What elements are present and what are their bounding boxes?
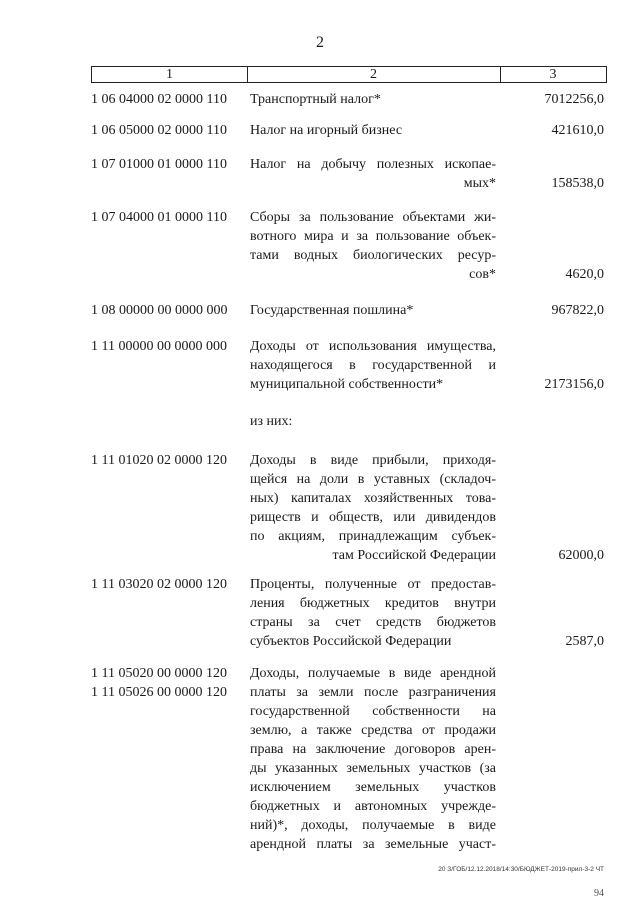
- header-col-3: 3: [549, 67, 557, 82]
- description-line: субъектов Российской Федерации: [250, 634, 452, 649]
- description-line: бюджетных и автономных учрежде-: [250, 799, 496, 814]
- budget-code: 1 11 00000 00 0000 000: [91, 339, 227, 354]
- budget-code: 1 06 04000 02 0000 110: [91, 92, 227, 107]
- row-description: [250, 664, 496, 854]
- row-description: [250, 301, 496, 320]
- description-line: Доходы в виде прибыли, приходя-: [250, 453, 496, 468]
- description-line: ды указанных земельных участков (за: [250, 761, 496, 776]
- description-line: находящегося в государственной и: [250, 358, 496, 373]
- budget-code: 1 11 03020 02 0000 120: [91, 577, 227, 592]
- description-line: Сборы за пользование объектами жи-: [250, 210, 496, 225]
- row-description: [250, 412, 496, 431]
- description-line: арендной платы за земельные участ-: [250, 837, 496, 852]
- row-description: [250, 575, 496, 651]
- description-line: землю, а также средства от продажи: [250, 723, 496, 738]
- description-line: страны за счет средств бюджетов: [250, 615, 496, 630]
- description-line: риществ и обществ, или дивидендов: [250, 510, 496, 525]
- row-description: [250, 90, 496, 109]
- amount: 158538,0: [551, 176, 604, 191]
- row-description: [250, 121, 496, 140]
- amount: 62000,0: [558, 548, 604, 563]
- description-line: Налог на добычу полезных ископае-: [250, 157, 496, 172]
- description-line: ных) капиталах хозяйственных това-: [250, 491, 496, 506]
- budget-code: 1 07 01000 01 0000 110: [91, 157, 227, 172]
- row-description: [250, 337, 496, 394]
- description-line: муниципальной собственности*: [250, 377, 444, 392]
- description-line: щейся на доли в уставных (складоч-: [250, 472, 496, 487]
- description-line: сов*: [469, 267, 496, 282]
- description-line: из них:: [250, 414, 293, 429]
- description-line: Государственная пошлина*: [250, 303, 414, 318]
- description-line: там Российской Федерации: [332, 548, 496, 563]
- description-line: мых*: [463, 176, 496, 191]
- description-line: государственной собственности на: [250, 704, 496, 719]
- budget-code: 1 08 00000 00 0000 000: [91, 303, 228, 318]
- description-line: вотного мира и за пользование объек-: [250, 229, 496, 244]
- description-line: Транспортный налог*: [250, 92, 381, 107]
- header-col-2: 2: [247, 67, 501, 82]
- row-description: [250, 208, 496, 284]
- budget-code: 1 11 05026 00 0000 120: [91, 685, 227, 700]
- description-line: Доходы, получаемые в виде арендной: [250, 666, 496, 681]
- amount: 967822,0: [551, 303, 604, 318]
- description-line: тами водных биологических ресур-: [250, 248, 496, 263]
- amount: 7012256,0: [544, 92, 604, 107]
- description-line: ний)*, доходы, получаемые в виде: [250, 818, 496, 833]
- row-description: [250, 155, 496, 193]
- table-header: [91, 66, 607, 83]
- description-line: Налог на игорный бизнес: [250, 123, 403, 138]
- description-line: Доходы от использования имущества,: [250, 339, 496, 354]
- description-line: исключением земельных участков: [250, 780, 496, 795]
- amount: 2587,0: [565, 634, 604, 649]
- page-number: 2: [316, 34, 324, 51]
- budget-code: 1 06 05000 02 0000 110: [91, 123, 227, 138]
- budget-code: 1 11 01020 02 0000 120: [91, 453, 227, 468]
- row-description: [250, 451, 496, 565]
- budget-code: 1 07 04000 01 0000 110: [91, 210, 227, 225]
- corner-page-mark: 94: [594, 888, 604, 899]
- description-line: права на заключение договоров арен-: [250, 742, 496, 757]
- description-line: Проценты, полученные от предостав-: [250, 577, 496, 592]
- budget-code: 1 11 05020 00 0000 120: [91, 666, 227, 681]
- amount: 421610,0: [551, 123, 604, 138]
- header-col-1: 1: [92, 67, 248, 82]
- description-line: по акциям, принадлежащим субъек-: [250, 529, 496, 544]
- description-line: платы за земли после разграничения: [250, 685, 496, 700]
- description-line: ления бюджетных кредитов внутри: [250, 596, 496, 611]
- footer-reference: 20 З/ГОБ/12.12.2018/14:30/БЮДЖЕТ-2019-прил-3-2 ЧТ: [438, 866, 604, 873]
- amount: 2173156,0: [544, 377, 604, 392]
- amount: 4620,0: [565, 267, 604, 282]
